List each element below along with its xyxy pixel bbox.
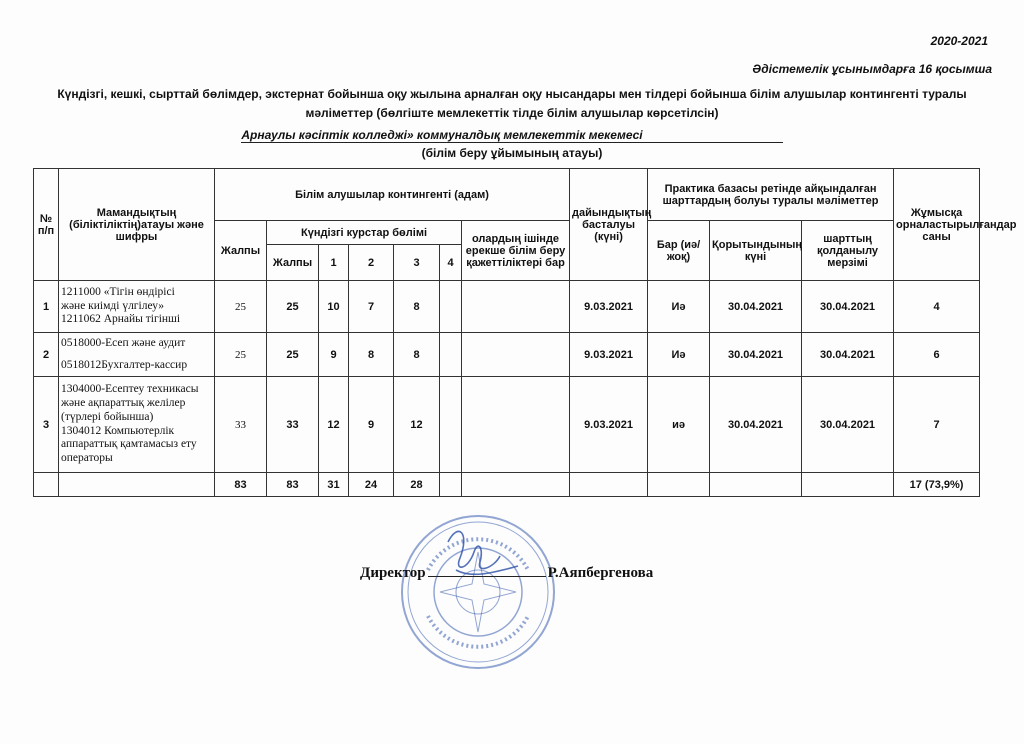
signature-block [360, 565, 653, 582]
signature-line [428, 576, 546, 577]
header-specialty: Мамандықтың (біліктіліктің)атауы және шифры [59, 169, 215, 281]
row-special [462, 377, 570, 473]
row-course-4 [440, 281, 462, 333]
annex-note: Әдістемелік ұсынымдарға 16 қосымша [752, 62, 992, 76]
totals-employed: 17 (73,9%) [894, 473, 980, 497]
organization-caption: (білім беру ұйымының атауы) [421, 146, 603, 160]
official-seal [398, 512, 558, 672]
header-course-1: 1 [319, 245, 349, 281]
row-employed: 6 [894, 333, 980, 377]
row-has: Иә [648, 281, 710, 333]
header-day-total: Жалпы [267, 245, 319, 281]
totals-day-total: 83 [267, 473, 319, 497]
row-signed: 30.04.2021 [710, 377, 802, 473]
row-employed: 4 [894, 281, 980, 333]
academic-year: 2020-2021 [930, 34, 988, 48]
row-specialty: 1211000 «Тігін өндірісі және киімді үлгілеу» 1211062 Арнайы тігінші [59, 281, 215, 333]
row-start: 9.03.2021 [570, 281, 648, 333]
header-course-3: 3 [394, 245, 440, 281]
row-course-2: 9 [349, 377, 394, 473]
document-subtitle: мәліметтер (бөлгіште мемлекеттік тілде білім алушылар көрсетілсін) [305, 106, 719, 120]
row-course-2: 8 [349, 333, 394, 377]
row-validity: 30.04.2021 [802, 333, 894, 377]
row-special [462, 333, 570, 377]
totals-course-3: 28 [394, 473, 440, 497]
header-special-needs: олардың ішінде ерекше білім беру қажеттіліктері бар [462, 221, 570, 281]
row-total: 25 [215, 281, 267, 333]
header-course-4: 4 [440, 245, 462, 281]
row-course-1: 12 [319, 377, 349, 473]
totals-total: 83 [215, 473, 267, 497]
table-row [34, 333, 980, 377]
header-contingent: Білім алушылар контингенті (адам) [215, 169, 570, 221]
row-special [462, 281, 570, 333]
row-specialty: 0518000-Есеп және аудит 0518012Бухгалтер-кассир [59, 333, 215, 377]
header-total: Жалпы [215, 221, 267, 281]
row-course-1: 9 [319, 333, 349, 377]
header-signed: Қорытындының күні [710, 221, 802, 281]
row-start: 9.03.2021 [570, 377, 648, 473]
row-specialty: 1304000-Есептеу техникасы және ақпараттық желілер (түрлері бойынша) 1304012 Компьютерлік аппараттық қамтамасыз ету операторы [59, 377, 215, 473]
totals-course-1: 31 [319, 473, 349, 497]
header-has: Бар (иә/жоқ) [648, 221, 710, 281]
header-practice: Практика базасы ретінде айқындалған шарттардың болуы туралы мәліметтер [648, 169, 894, 221]
row-day-total: 25 [267, 333, 319, 377]
row-num: 3 [34, 377, 59, 473]
row-validity: 30.04.2021 [802, 281, 894, 333]
row-total: 25 [215, 333, 267, 377]
organization-name: Арнаулы кәсіптік колледжі» коммуналдық мемлекеттік мекемесі [0, 128, 1024, 142]
row-signed: 30.04.2021 [710, 281, 802, 333]
totals-row [34, 473, 980, 497]
header-num: № п/п [34, 169, 59, 281]
contingent-table [33, 168, 1017, 497]
row-course-3: 8 [394, 333, 440, 377]
row-has: Иә [648, 333, 710, 377]
row-course-1: 10 [319, 281, 349, 333]
row-total: 33 [215, 377, 267, 473]
row-course-3: 12 [394, 377, 440, 473]
row-course-4 [440, 377, 462, 473]
row-course-4 [440, 333, 462, 377]
row-validity: 30.04.2021 [802, 377, 894, 473]
header-daytime: Күндізгі курстар бөлімі [267, 221, 462, 245]
totals-course-2: 24 [349, 473, 394, 497]
row-num: 1 [34, 281, 59, 333]
header-course-2: 2 [349, 245, 394, 281]
signature-name: Р.Аяпбергенова [547, 565, 654, 581]
row-start: 9.03.2021 [570, 333, 648, 377]
row-course-3: 8 [394, 281, 440, 333]
row-day-total: 25 [267, 281, 319, 333]
header-employment: Жұмысқа орналастырылғандар саны [894, 169, 980, 281]
row-employed: 7 [894, 377, 980, 473]
row-course-2: 7 [349, 281, 394, 333]
signature-title: Директор [360, 565, 426, 581]
row-has: иә [648, 377, 710, 473]
row-num: 2 [34, 333, 59, 377]
table-row [34, 377, 980, 473]
table-row [34, 281, 980, 333]
row-day-total: 33 [267, 377, 319, 473]
row-signed: 30.04.2021 [710, 333, 802, 377]
document-title: Күндізгі, кешкі, сырттай бөлімдер, экстернат бойынша оқу жылына арналған оқу нысандары мен тілдері бойынша білім алушылар контингенті туралы [57, 87, 967, 101]
header-start: дайындықтың басталуы (күні) [570, 169, 648, 281]
header-row-1 [34, 169, 980, 221]
header-validity: шарттың қолданылу мерзімі [802, 221, 894, 281]
